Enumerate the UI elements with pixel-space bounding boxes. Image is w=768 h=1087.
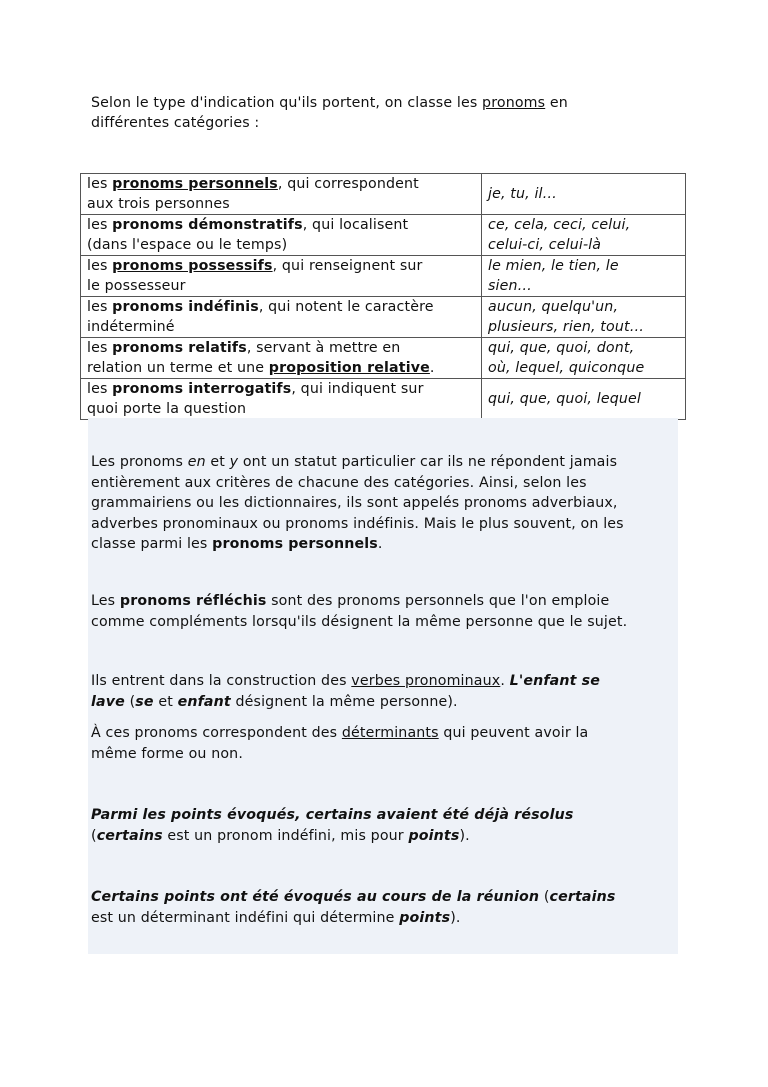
intro-paragraph (91, 93, 651, 133)
proposition-relative-link[interactable]: proposition relative (268, 360, 430, 376)
pronoun-categories-table (80, 173, 686, 420)
paragraph-determinants: À ces pronoms correspondent des déterminants qui peuvent avoir la même forme ou non. (91, 725, 589, 762)
intro-text: en (545, 95, 568, 111)
verbes-pronominaux-link[interactable]: verbes pronominaux (351, 673, 501, 689)
paragraph-verbes-pronominaux: Ils entrent dans la construction des verbes pronominaux. L'enfant se lave (se et enfant désignent la même personne). (91, 673, 601, 710)
category-examples: qui, que, quoi, dont, où, lequel, quiconque (482, 338, 686, 379)
category-description: les pronoms démonstratifs, qui localisent (dans l'espace ou le temps) (81, 215, 482, 256)
category-examples: je, tu, il… (482, 174, 686, 215)
intro-text: Selon le type d'indication qu'ils portent, on classe les (91, 95, 483, 111)
pronoms-link[interactable]: pronoms (482, 95, 546, 111)
category-description: les pronoms relatifs, servant à mettre en relation un terme et une proposition relative. (81, 338, 482, 379)
paragraph-example-determinant: Certains points ont été évoqués au cours de la réunion (certains est un déterminant indéfini qui détermine points). (91, 889, 616, 926)
category-examples: aucun, quelqu'un, plusieurs, rien, tout… (482, 297, 686, 338)
category-description: les pronoms interrogatifs, qui indiquent sur quoi porte la question (81, 379, 482, 420)
category-examples: le mien, le tien, le sien… (482, 256, 686, 297)
table-row (81, 297, 686, 338)
category-examples: qui, que, quoi, lequel (482, 379, 686, 420)
table-row (81, 215, 686, 256)
determinants-link[interactable]: déterminants (341, 725, 439, 741)
table-row (81, 379, 686, 420)
category-description: les pronoms possessifs, qui renseignent sur le possesseur (81, 256, 482, 297)
paragraph-en-y: Les pronoms en et y ont un statut particulier car ils ne répondent jamais entièrement aux critères de chacune des catégories. Ainsi, selon les grammairiens ou les dictionnaires, ils sont appelés pronoms adverbiaux, adverbes pronominaux ou pronoms indéfinis. Mais le plus souvent, on les classe parmi les pronoms personnels. (91, 454, 624, 552)
table-row (81, 338, 686, 379)
category-description: les pronoms personnels, qui correspondent aux trois personnes (81, 174, 482, 215)
paragraph-reflechis: Les pronoms réfléchis sont des pronoms personnels que l'on emploie comme compléments lorsqu'ils désignent la même personne que le sujet. (91, 593, 628, 630)
table-row (81, 174, 686, 215)
intro-text: différentes catégories : (91, 115, 260, 131)
pronoms-personnels-link[interactable]: pronoms personnels (112, 176, 278, 192)
category-description: les pronoms indéfinis, qui notent le caractère indéterminé (81, 297, 482, 338)
category-examples: ce, cela, ceci, celui, celui-ci, celui-là (482, 215, 686, 256)
paragraph-example-pronom: Parmi les points évoqués, certains avaient été déjà résolus (certains est un pronom indéfini, mis pour points). (91, 807, 574, 844)
table-row (81, 256, 686, 297)
pronoms-possessifs-link[interactable]: pronoms possessifs (112, 258, 273, 274)
